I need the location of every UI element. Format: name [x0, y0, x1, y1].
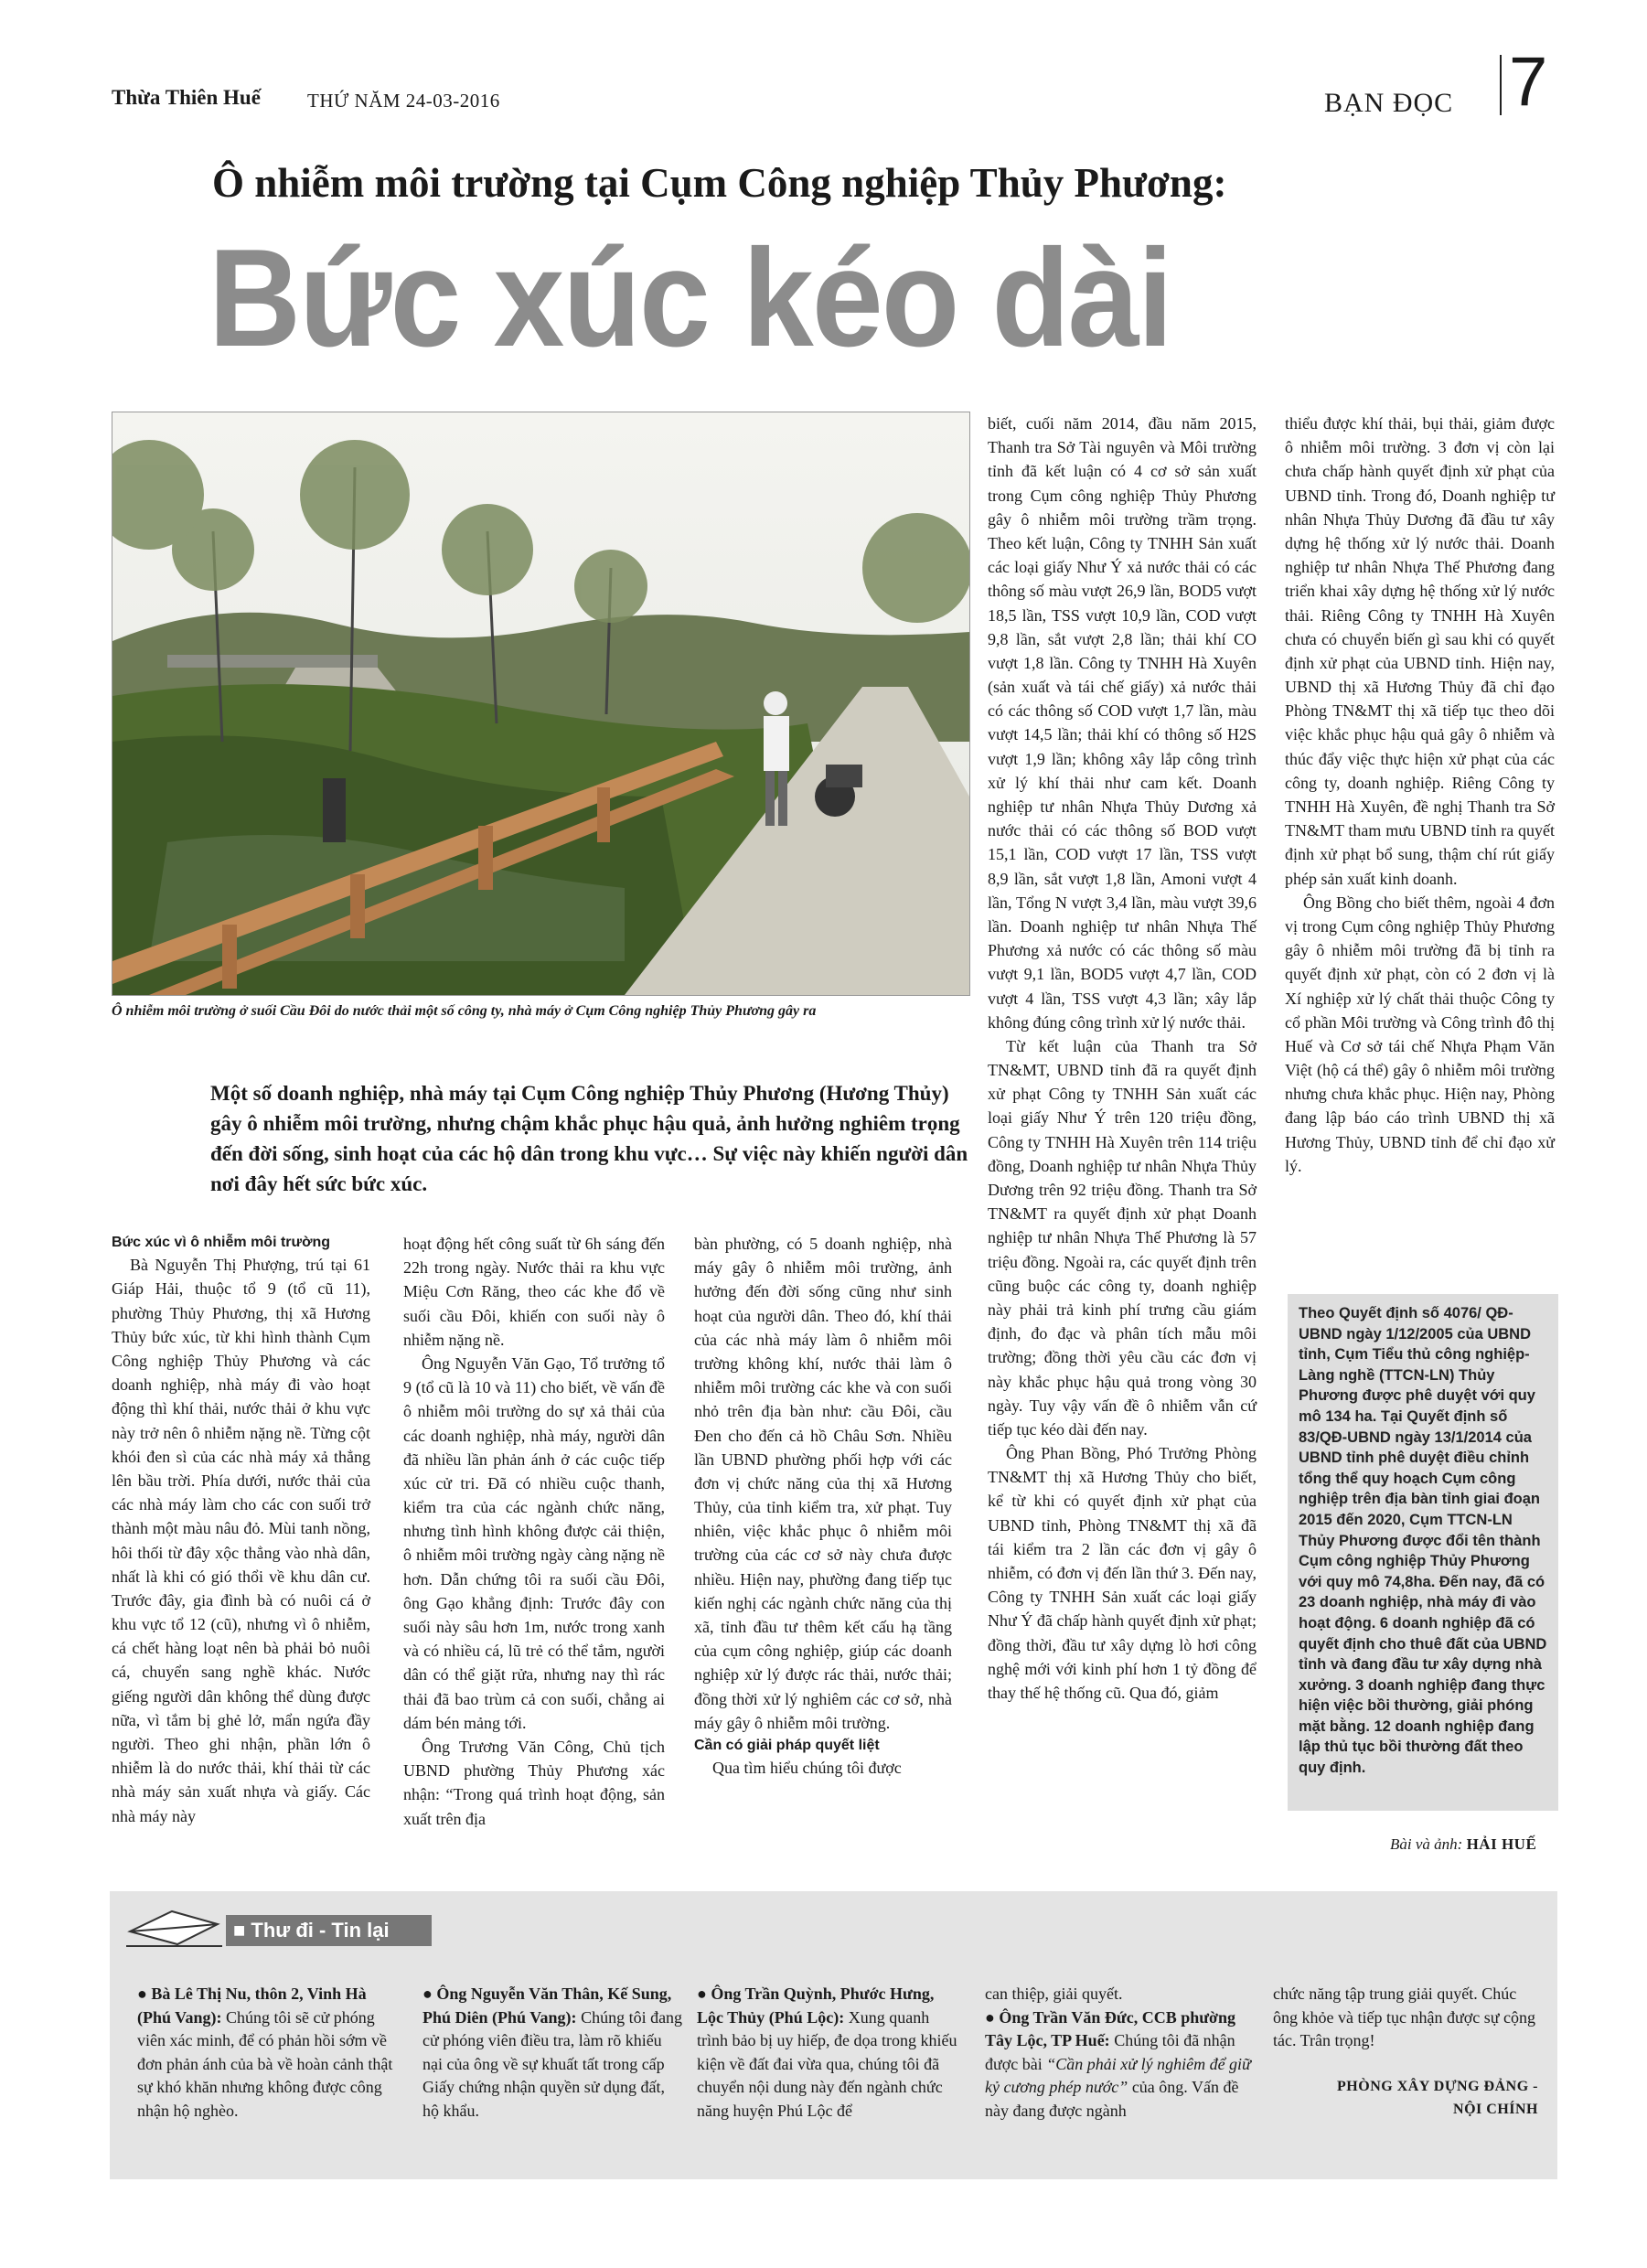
paragraph: Qua tìm hiểu chúng tôi được: [712, 1759, 902, 1778]
paragraph: Ông Nguyễn Văn Gạo, Tổ trưởng tổ 9 (tổ cũ là 10 và 11) cho biết, về vấn đề ô nhiễm môi trường do sự xả thải của các doanh nghiệp, nhà máy, người dân đã nhiều lần phản ánh ở các cuộc tiếp xúc cử tri. Đã có nhiều cuộc thanh, kiểm tra của các ngành chức năng, nhưng tình hình không được cải thiện, ô nhiễm môi trường ngày càng nặng nề hơn. Dẫn chứng tôi ra suối cầu Đôi, ông Gạo khẳng định: Trước đây con suối này sâu hơn 1m, nước trong xanh và có nhiều cá, lũ trẻ có thể tắm, người dân có thể giặt rửa, nhưng nay thì rác thải đã bao trùm cả con suối, chẳng ai dám bén mảng tới.: [403, 1353, 665, 1732]
letter-item: ● Bà Lê Thị Nu, thôn 2, Vinh Hà (Phú Vang): Chúng tôi sẽ cử phóng viên xác minh, để có phản hồi sớm về đơn phản ánh của bà về hoàn cảnh thật sự khó khăn nhưng không được công nhận hộ nghèo.: [137, 1984, 393, 2120]
letter-item: ● Ông Nguyễn Văn Thân, Kế Sung, Phú Diên (Phú Vang): Chúng tôi đang cử phóng viên điều tra, làm rõ khiếu nại của ông về sự khuất tất trong cấp Giấy chứng nhận quyền sử dụng đất, hộ khẩu.: [422, 1984, 683, 2120]
article-photo: [112, 412, 970, 996]
paragraph: Ông Trương Văn Công, Chủ tịch UBND phường Thủy Phương xác nhận: “Trong quá trình hoạt động, sản xuất trên địa: [403, 1737, 665, 1828]
letter-reply: Chúng tôi đang cử phóng viên điều tra, làm rõ khiếu nại của ông về sự khuất tất trong cấp Giấy chứng nhận quyền sử dụng đất, hộ khẩu.: [422, 2007, 683, 2120]
byline-label: Bài và ảnh:: [1390, 1835, 1463, 1853]
signature-line: NỘI CHÍNH: [1453, 2102, 1538, 2118]
info-box: Theo Quyết định số 4076/ QĐ-UBND ngày 1/12/2005 của UBND tỉnh, Cụm Tiểu thủ công nghiệp-Làng nghề (TTCN-LN) Thủy Phương được phê duyệt với quy mô 134 ha. Tại Quyết định số 83/QĐ-UBND ngày 13/1/2014 của UBND tỉnh phê duyệt điều chỉnh tổng thể quy hoạch Cụm công nghiệp trên địa bàn tỉnh giai đoạn 2015 đến 2020, Cụm TTCN-LN Thủy Phương được đổi tên thành Cụm công nghiệp Thủy Phương với quy mô 74,8ha. Đến nay, đã có 23 doanh nghiệp, nhà máy đi vào hoạt động. 6 doanh nghiệp đã có quyết định cho thuê đất của UBND tỉnh và đang đầu tư xây dựng nhà xưởng. 3 doanh nghiệp đang thực hiện việc bồi thường, giải phóng mặt bằng. 12 doanh nghiệp đang lập thủ tục bồi thường đất theo quy định.: [1288, 1294, 1558, 1811]
letter-recipient: Ông Nguyễn Văn Thân, Kế Sung, Phú Diên (Phú Vang):: [422, 1984, 672, 2027]
letters-section-title: ■ Thư đi - Tin lại: [226, 1915, 432, 1946]
paragraph: Bà Nguyễn Thị Phượng, trú tại 61 Giáp Hải, thuộc tổ 9 (tổ cũ 11), phường Thủy Phương, thị xã Hương Thủy bức xúc, từ khi hình thành Cụm Công nghiệp Thủy Phương và các doanh nghiệp, nhà máy đi vào hoạt động thì khí thải, nước thải ở khu vực này trở nên ô nhiễm nặng nề. Từng cột khói đen sì của các nhà máy xả thẳng lên bầu trời. Phía dưới, nước thải của các nhà máy làm cho các con suối trở thành một màu nâu đỏ. Mùi tanh nồng, hôi thối từ đây xộc thẳng vào nhà dân, nhất là khi có gió thổi về khu dân cư. Trước đây, gia đình bà có nuôi cá ở khu vực tổ 12 (cũ), nhưng vì ô nhiễm, cá chết hàng loạt nên bà phải bỏ nuôi cá, chuyển sang nghề khác. Nước giếng người dân không thể dùng được nữa, vì tắm bị ghẻ lở, mẩn ngứa đầy người. Theo ghi nhận, phần lớn ô nhiễm là do nước thải, khí thải từ các nhà máy sản xuất nhựa và giấy. Các nhà máy này: [112, 1256, 370, 1825]
section-name: BẠN ĐỌC: [1324, 88, 1454, 118]
letter-reply: Chúng tôi sẽ cử phóng viên xác minh, để có phản hồi sớm về đơn phản ánh của bà về hoàn cảnh thật sự khó khăn nhưng không được công nhận hộ nghèo.: [137, 2007, 393, 2120]
body-column-5: [1285, 412, 1555, 1178]
paragraph: Từ kết luận của Thanh tra Sở TN&MT, UBND tỉnh đã ra quyết định xử phạt Công ty TNHH Sản xuất các loại giấy Như Ý trên 120 triệu đồng, Công ty TNHH Hà Xuyên trên 114 triệu đồng, Doanh nghiệp tư nhân Nhựa Thủy Dương trên 92 triệu đồng. Thanh tra Sở TN&MT ra quyết định xử phạt Doanh nghiệp tư nhân Nhựa Thế Phương là 57 triệu đồng. Ngoài ra, các quyết định trên cũng buộc các công ty, doanh nghiệp này phải trả kinh phí trưng cầu giám định, đo đạc và phân tích mẫu môi trường; đồng thời yêu cầu các đơn vị này khắc phục hậu quả trong vòng 30 ngày. Tuy vậy vấn đề ô nhiễm vẫn cứ tiếp tục kéo dài đến nay.: [988, 1036, 1257, 1439]
header-divider: [1500, 55, 1502, 115]
letter-reply: của ông. Vấn đề này đang được ngành: [985, 2078, 1239, 2120]
photo-illustration: [112, 412, 969, 995]
letter-recipient: Ông Trần Quỳnh, Phước Hưng, Lộc Thủy (Phú Lộc):: [697, 1984, 935, 2027]
issue-date: THỨ NĂM 24-03-2016: [307, 90, 500, 112]
article-lead: Một số doanh nghiệp, nhà máy tại Cụm Công nghiệp Thủy Phương (Hương Thủy) gây ô nhiễm môi trường, nhưng chậm khắc phục hậu quả, ảnh hưởng nghiêm trọng đến đời sống, sinh hoạt của các hộ dân trong khu vực… Sự việc này khiến người dân nơi đây hết sức bức xúc.: [210, 1082, 968, 1195]
subheading-1: Bức xúc vì ô nhiễm môi trường: [112, 1235, 331, 1250]
letter-reply-continued: chức năng tập trung giải quyết. Chúc ông khỏe và tiếp tục nhận được sự cộng tác. Trân trọng!: [1273, 1984, 1535, 2050]
envelope-icon: [126, 1904, 222, 1948]
signature-line: PHÒNG XÂY DỰNG ĐẢNG -: [1337, 2078, 1538, 2094]
paragraph: Ông Phan Bồng, Phó Trưởng Phòng TN&MT thị xã Hương Thủy cho biết, kể từ khi có quyết định xử phạt của UBND tỉnh, Phòng TN&MT thị xã đã tái kiểm tra 2 lần các đơn vị gây ô nhiễm, có đơn vị đến lần thứ 3. Đến nay, Công ty TNHH Sản xuất các loại giấy Như Ý đã chấp hành quyết định xử phạt; đồng thời, đầu tư xây dựng lò hơi công nghệ mới với kinh phí hơn 1 tỷ đồng để thay thế hệ thống cũ. Qua đó, giảm: [988, 1444, 1257, 1702]
letter-recipient: Ông Trần Văn Đức, CCB phường Tây Lộc, TP Huế:: [985, 2007, 1236, 2050]
paragraph: biết, cuối năm 2014, đầu năm 2015, Thanh tra Sở Tài nguyên và Môi trường tỉnh đã kết luận có 4 cơ sở sản xuất trong Cụm công nghiệp Thủy Phương gây ô nhiễm môi trường trầm trọng. Theo kết luận, Công ty TNHH Sản xuất các loại giấy Như Ý xả nước thải có các thông số màu vượt 26,9 lần, BOD5 vượt 18,5 lần, TSS vượt 10,9 lần, COD vượt 9,8 lần, sắt vượt 2,8 lần; thải khí CO vượt 1,8 lần. Công ty TNHH Hà Xuyên (sản xuất và tái chế giấy) xả nước thải có các thông số COD vượt 1,7 lần, màu vượt 14,5 lần; thải khí có thông số H2S vượt 1,9 lần; không xây lắp công trình xử lý khí thải như cam kết. Doanh nghiệp tư nhân Nhựa Thủy Dương xả nước thải có các thông số BOD vượt 15,1 lần, COD vượt 17 lần, TSS vượt 8,9 lần, sắt vượt 1,8 lần, Amoni vượt 4 lần, Tổng N vượt 3,4 lần, màu vượt 39,6 lần. Doanh nghiệp tư nhân Nhựa Thế Phương xả nước có các thông số màu vượt 9,1 lần, BOD5 vượt 4,7 lần, COD vượt 4 lần, TSS vượt 4,3 lần; xây lắp không đúng công trình xử lý nước thải.: [988, 414, 1257, 1032]
article-title-quote: “Cần phải xử lý nghiêm để giữ kỷ cương phép nước”: [985, 2054, 1251, 2097]
page-number: 7: [1509, 43, 1548, 121]
letter-reply: Chúng tôi đã nhận được bài: [985, 2031, 1235, 2073]
letters-section-title-text: Thư đi - Tin lại: [251, 1919, 390, 1942]
subheading-2: Cần có giải pháp quyết liệt: [694, 1737, 880, 1753]
byline-author: HẢI HUẾ: [1466, 1835, 1537, 1853]
photo-caption: Ô nhiễm môi trường ở suối Cầu Đôi do nước thải một số công ty, nhà máy ở Cụm Công nghiệp Thủy Phương gây ra: [112, 1003, 817, 1019]
letters-signature: [1273, 2075, 1538, 2122]
paragraph: thiểu được khí thải, bụi thải, giảm được ô nhiễm môi trường. 3 đơn vị còn lại chưa chấp hành quyết định xử phạt của UBND tỉnh. Trong đó, Doanh nghiệp tư nhân Nhựa Thủy Dương đã đầu tư xây dựng hệ thống xử lý nước thải. Doanh nghiệp tư nhân Nhựa Thế Phương đang triển khai xây dựng hệ thống xử lý nước thải. Riêng Công ty TNHH Hà Xuyên chưa có chuyển biến gì sau khi có quyết định xử phạt của UBND tỉnh. Hiện nay, UBND thị xã Hương Thủy đã chỉ đạo Phòng TN&MT thị xã tiếp tục theo dõi việc khắc phục hậu quả gây ô nhiễm và thúc đẩy việc thực hiện xử phạt của các công ty, doanh nghiệp. Riêng Công ty TNHH Hà Xuyên, đề nghị Thanh tra Sở TN&MT tham mưu UBND tỉnh ra quyết định xử phạt bổ sung, thậm chí rút giấy phép sản xuất kinh doanh.: [1285, 414, 1555, 888]
paragraph: hoạt động hết công suất từ 6h sáng đến 22h trong ngày. Nước thải ra khu vực Miệu Cơn Răng, theo các khe đổ về suối cầu Đôi, khiến con suối này ô nhiễm nặng nề.: [403, 1235, 665, 1349]
letter-item: [1273, 1983, 1538, 2122]
body-column-2: [403, 1232, 665, 1831]
article-headline: Bức xúc kéo dài: [209, 220, 1171, 376]
letter-item: can thiệp, giải quyết. ● Ông Trần Văn Đức, CCB phường Tây Lộc, TP Huế: Chúng tôi đã nhận được bài “Cần phải xử lý nghiêm để giữ kỷ cương phép nước” của ông. Vấn đề này đang được ngành: [985, 1983, 1255, 2123]
letter-reply: Xung quanh trình bảo bị uy hiếp, đe dọa trong khiếu kiện về đất đai vừa qua, chúng tôi đã chuyển nội dung này đến ngành chức năng huyện Phú Lộc để: [697, 2007, 957, 2120]
article-kicker: Ô nhiễm môi trường tại Cụm Công nghiệp Thủy Phương:: [212, 160, 1227, 206]
body-column-3: [694, 1232, 952, 1780]
letter-recipient: Bà Lê Thị Nu, thôn 2, Vinh Hà (Phú Vang):: [137, 1984, 367, 2027]
byline: [1390, 1835, 1536, 1854]
paragraph: bàn phường, có 5 doanh nghiệp, nhà máy gây ô nhiễm môi trường, ảnh hưởng đến đời sống cũng như sinh hoạt của người dân. Theo đó, khí thải của các nhà máy làm ô nhiễm môi trường không khí, nước thải làm ô nhiễm môi trường các khe và con suối nhỏ trên địa bàn như: cầu Đôi, cầu Đen cho đến cả hồ Châu Sơn. Nhiều lần UBND phường phối hợp với các đơn vị chức năng của thị xã Hương Thủy, của tỉnh kiểm tra, xử phạt. Tuy nhiên, việc khắc phục ô nhiễm môi trường của các cơ sở này chưa được nhiều. Hiện nay, phường đang tiếp tục kiến nghị các ngành chức năng của thị xã, tỉnh đầu tư thêm kết cấu hạ tầng của cụm công nghiệp, giúp các doanh nghiệp xử lý được rác thải, nước thải; đồng thời xử lý nghiêm các cơ sở, nhà máy gây ô nhiễm môi trường.: [694, 1235, 952, 1732]
newspaper-name: Thừa Thiên Huế: [112, 86, 261, 109]
letter-reply-continued: can thiệp, giải quyết.: [985, 1984, 1123, 2003]
body-column-4: [988, 412, 1257, 1705]
letter-item: ● Ông Trần Quỳnh, Phước Hưng, Lộc Thủy (Phú Lộc): Xung quanh trình bảo bị uy hiếp, đe dọa trong khiếu kiện về đất đai vừa qua, chúng tôi đã chuyển nội dung này đến ngành chức năng huyện Phú Lộc để: [697, 1984, 957, 2120]
body-column-1: [112, 1232, 370, 1828]
paragraph: Ông Bồng cho biết thêm, ngoài 4 đơn vị trong Cụm công nghiệp Thủy Phương gây ô nhiễm môi trường đã bị tỉnh ra quyết định xử phạt, còn có 2 đơn vị là Xí nghiệp xử lý chất thải thuộc Công ty cổ phần Môi trường và Công trình đô thị Huế và Cơ sở tái chế Nhựa Phạm Văn Việt (hộ cá thể) gây ô nhiễm môi trường nhưng chưa khắc phục. Hiện nay, Phòng đang lập báo cáo trình UBND thị xã Hương Thủy, UBND tỉnh để chỉ đạo xử lý.: [1285, 893, 1555, 1175]
